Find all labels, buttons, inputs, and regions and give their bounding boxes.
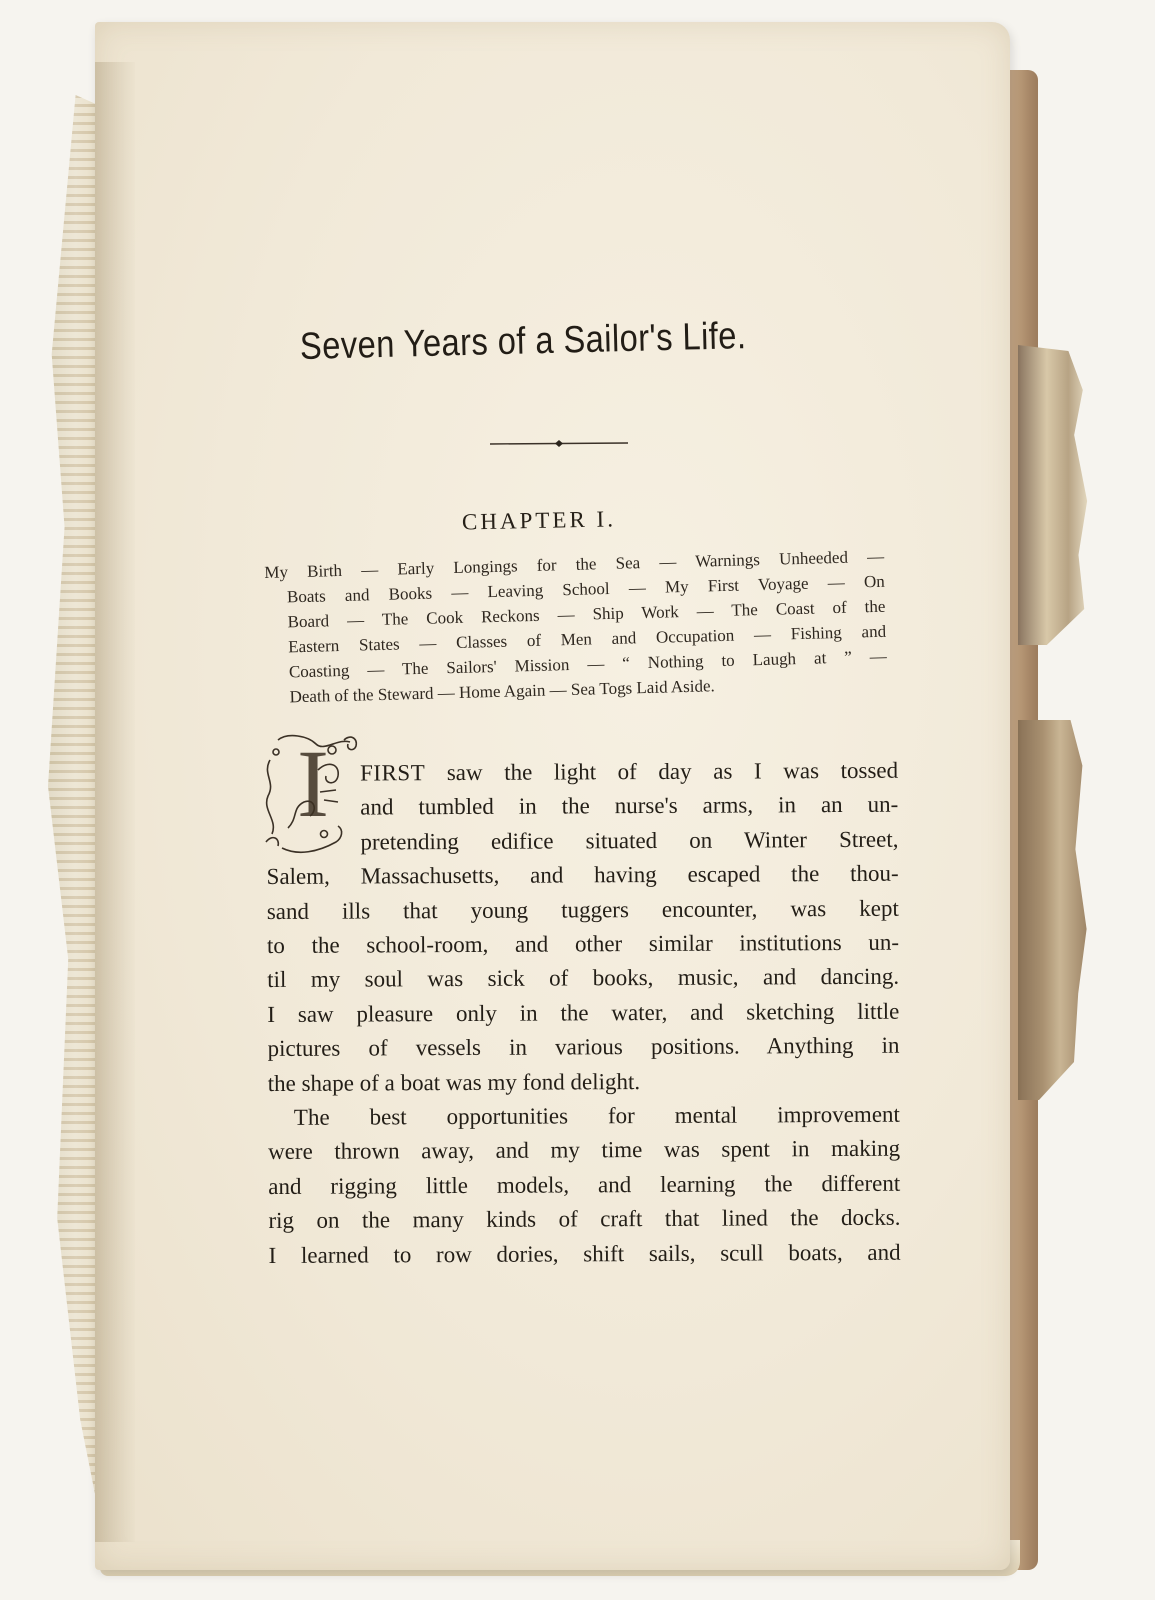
body-line: the shape of a boat was my fond delight. (267, 1068, 641, 1096)
body-line: Salem, Massachusetts, and having escaped the thou- (266, 860, 899, 890)
synopsis-line: Death of the Steward — Home Again — Sea Togs Laid Aside. (289, 676, 716, 707)
synopsis-line: Boats and Books — Leaving School — My First Voyage — On (286, 571, 886, 607)
body-line: and rigging little models, and learning the different (268, 1170, 901, 1199)
body-line: to the school-room, and other similar institutions un- (266, 929, 900, 959)
body-line: pictures of vessels in various positions. Anything in (267, 1032, 900, 1062)
drop-cap-letter: I (297, 730, 329, 837)
body-line: were thrown away, and my time was spent in making (268, 1136, 901, 1165)
synopsis-line: My Birth — Early Longings for the Sea — Warnings Unheeded — (264, 546, 885, 582)
body-text (266, 754, 901, 1273)
chapter-heading: CHAPTER I. (461, 506, 617, 535)
ornamental-rule (490, 438, 628, 450)
body-line: rig on the many kinds of craft that lined the docks. (268, 1204, 901, 1234)
body-line: and tumbled in the nurse's arms, in an un- (360, 792, 899, 820)
body-line: The best opportunities for mental improvement (293, 1101, 900, 1130)
book-title: Seven Years of a Sailor's Life. (299, 315, 747, 368)
body-line: I saw pleasure only in the water, and sketching little (267, 998, 900, 1027)
first-word: FIRST (360, 760, 426, 786)
body-line: pretending edifice situated on Winter Street, (360, 826, 899, 855)
body-line (266, 754, 898, 792)
body-line: til my soul was sick of books, music, and dancing. (267, 964, 900, 993)
body-line: I learned to row dories, shift sails, scull boats, and (268, 1239, 901, 1268)
synopsis-line: Board — The Cook Reckons — Ship Work — The Coast of the (287, 596, 886, 632)
synopsis-line: Eastern States — Classes of Men and Occupation — Fishing and (288, 621, 887, 657)
synopsis-line: Coasting — The Sailors' Mission — “ Nothing to Laugh at ” — (288, 646, 887, 682)
chapter-synopsis (264, 544, 888, 710)
body-line-rest: saw the light of day as I was tossed (425, 757, 899, 786)
body-line: sand ills that young tuggers encounter, was kept (266, 895, 899, 924)
